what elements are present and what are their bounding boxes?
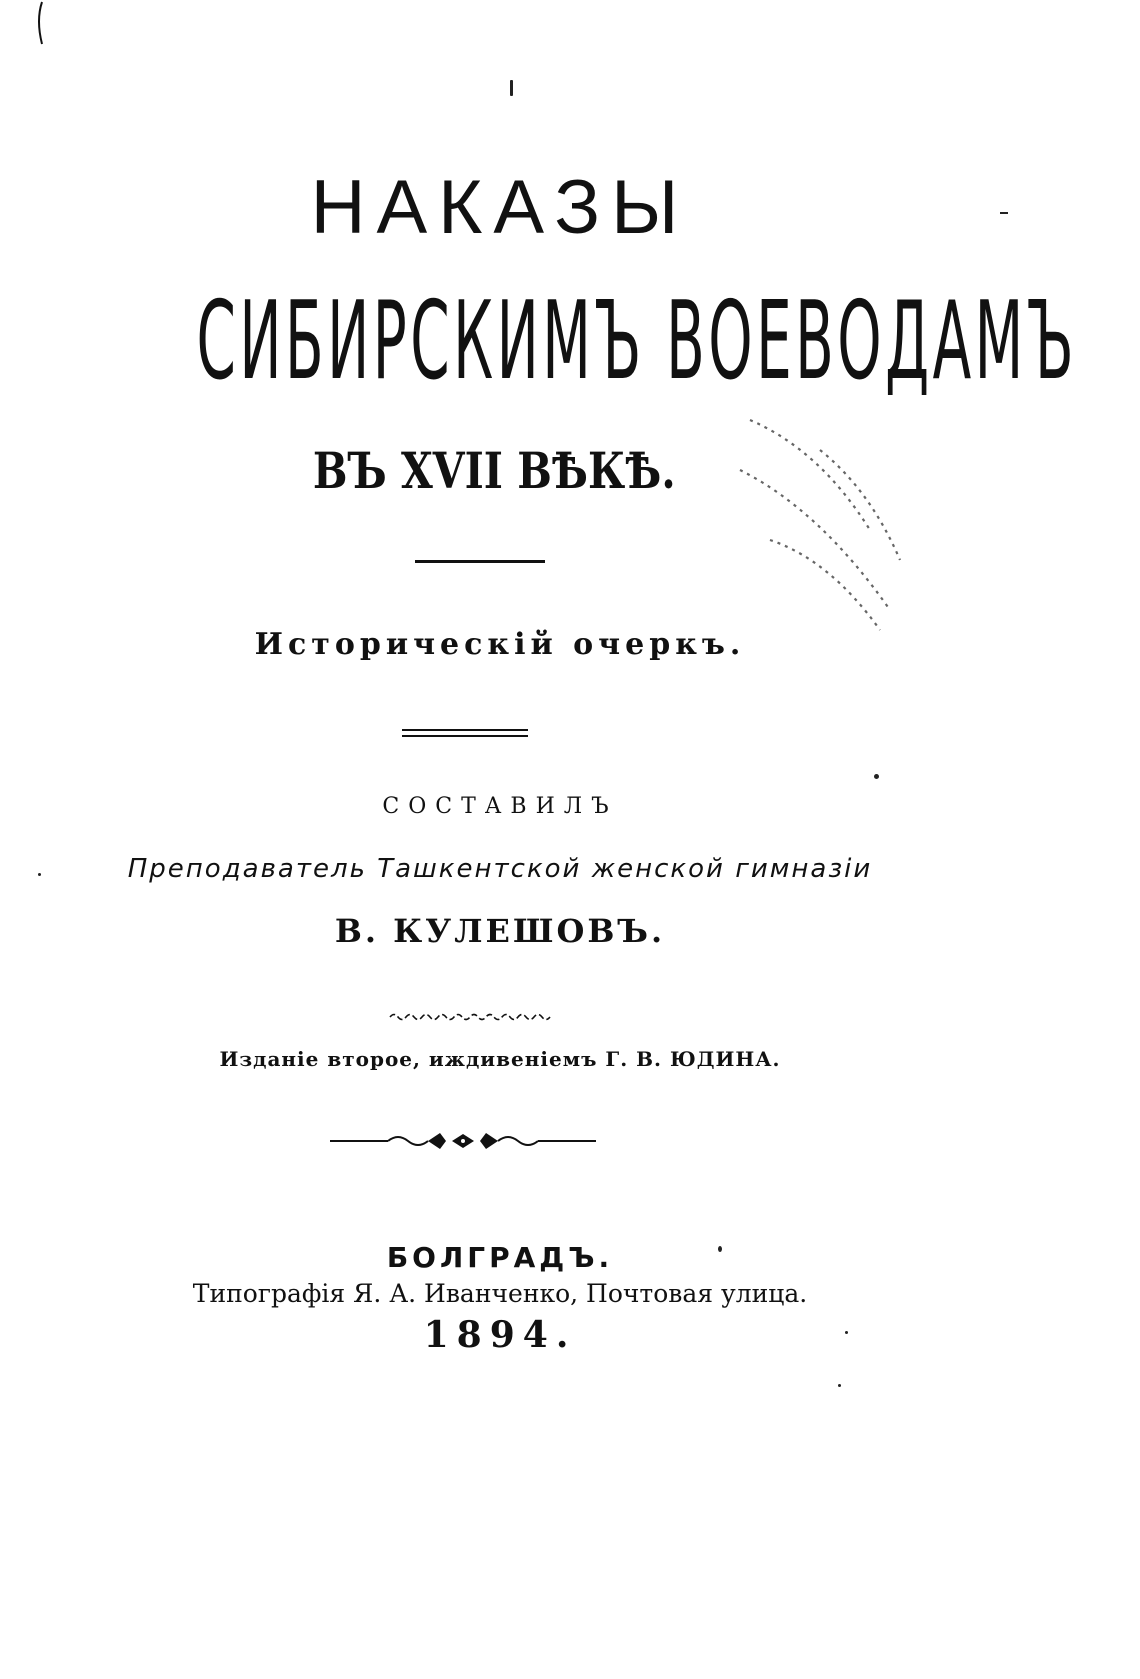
author-name: В. КУЛЕШОВЪ. xyxy=(334,912,666,950)
edition-note: Изданіе второе, иждивеніемъ Г. В. ЮДИНА. xyxy=(219,1047,781,1071)
speck xyxy=(510,80,513,96)
title-line-2: СИБИРСКИМЪ ВОЕВОДАМЪ xyxy=(196,279,1078,404)
double-rule-bottom xyxy=(402,735,528,737)
wavy-divider xyxy=(388,1011,552,1023)
imprint-year: 1894. xyxy=(423,1314,577,1356)
margin-mark xyxy=(30,0,50,48)
speck xyxy=(874,774,879,779)
author-position: Преподаватель Ташкентской женской гимназіи xyxy=(127,854,873,884)
faded-library-stamp xyxy=(730,410,960,650)
double-rule-top xyxy=(402,729,528,731)
compiled-by-label: СОСТАВИЛЪ xyxy=(382,794,618,819)
ornament-divider xyxy=(328,1128,598,1154)
speck xyxy=(718,1246,722,1252)
imprint-printer: Типографія Я. А. Иванченко, Почтовая улица. xyxy=(192,1279,808,1308)
speck xyxy=(845,1331,848,1334)
imprint-city: БОЛГРАДЪ. xyxy=(386,1241,614,1274)
speck xyxy=(38,873,41,876)
title-line-1: НАКАЗЫ xyxy=(310,165,690,250)
subtitle: Историческій очеркъ. xyxy=(254,627,746,662)
speck xyxy=(1000,212,1008,214)
divider-rule xyxy=(415,560,545,563)
speck xyxy=(838,1384,841,1387)
title-line-3: ВЪ XVII ВѢКѢ. xyxy=(312,441,676,500)
